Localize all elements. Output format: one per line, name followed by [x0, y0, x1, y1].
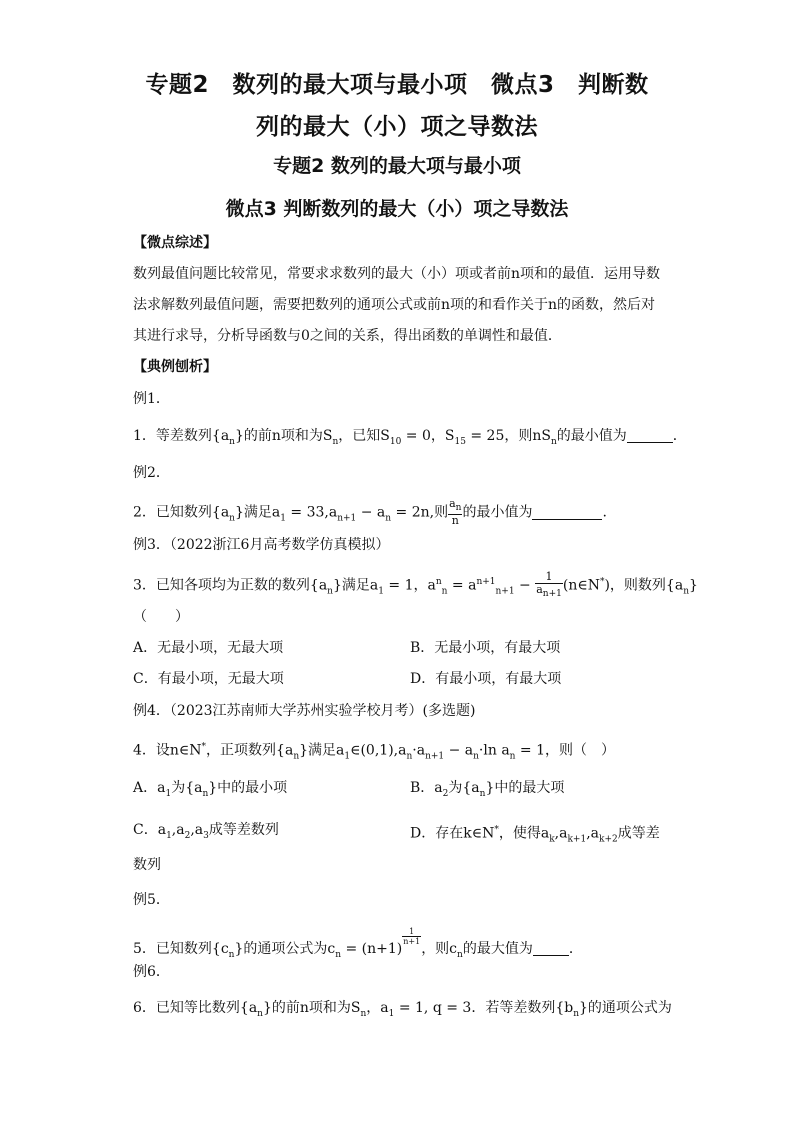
example4-option-d: D．存在k∈N*，使得$a_k,a_{k+1},a_{k+2}$成等差 [410, 825, 660, 845]
example1-label: 例1． [133, 391, 170, 407]
example4-question: 4．设n∈N*，正项数列$\{a_n\}$满足$a_1\in(0,1),a_n\cdot a_{n+1} - a_n\cdot\ln$ $a_n = 1$，则（ ） [133, 742, 616, 762]
example3-question: 3．已知各项均为正数的数列$\{a_n\}$满足$a_1 = 1$，$a^n_n = a^{n+1}_{n+1}$ − $\frac{1}{a_{n+1}}$ (n∈N*)，则数列$\{a_n\}$ [133, 570, 698, 600]
subtitle-topic: 专题2 数列的最大项与最小项 [273, 155, 521, 177]
example3-option-a: A．无最小项，无最大项 [133, 640, 284, 656]
fraction-an-over-n: $\frac{a_n}{n}$ [449, 497, 462, 528]
example4-option-b: B．$a_2$为$\{a_n\}$中的最大项 [410, 780, 565, 799]
example4-option-d-wrap: 数列 [133, 857, 161, 873]
overview-paragraph-line1: 数列最值问题比较常见，常要求求数列的最大（小）项或者前n项和的最值．运用导数 [133, 266, 661, 282]
answer-blank [533, 941, 569, 956]
example3-label: 例3．（2022浙江6月高考数学仿真模拟） [133, 537, 390, 553]
main-title-line2: 列的最大（小）项之导数法 [256, 114, 538, 140]
subtitle-point: 微点3 判断数列的最大（小）项之导数法 [225, 198, 569, 220]
example5-label: 例5． [133, 892, 170, 908]
exponent-fraction: $\frac{1}{n+1}$ [403, 927, 421, 946]
example4-option-c: C．$a_1,a_2,a_3$成等差数列 [133, 822, 279, 841]
answer-blank [532, 505, 602, 520]
example4-label: 例4．（2023江苏南师大学苏州实验学校月考）(多选题) [133, 703, 476, 719]
example3-option-c: C．有最小项，无最大项 [133, 671, 284, 687]
analysis-heading: 【典例刨析】 [133, 359, 217, 375]
example6-question: 6．已知等比数列$\{a_n\}$的前n项和为$S_n$，$a_1 = 1$, q = 3．若等差数列$\{b_n\}$的通项公式为 [133, 1000, 672, 1019]
example3-option-b: B．无最小项，有最大项 [410, 640, 561, 656]
answer-blank [627, 428, 673, 443]
example1-question: 1．等差数列$\{a_n\}$的前n项和为$S_n$，已知$S_{10} = 0$，$S_{15} = 25$，则$nS_n$的最小值为 ． [133, 428, 687, 447]
fraction-1-over-an1: $\frac{1}{a_{n+1}}$ [536, 570, 562, 600]
example6-label: 例6． [133, 964, 170, 980]
example5-question: 5．已知数列$\{c_n\}$的通项公式为$c_n = (n+1)$ $\frac{1}{n+1}$ ，则$c_n$的最大值为 ． [133, 927, 583, 960]
example4-option-a: A．$a_1$为$\{a_n\}$中的最小项 [133, 780, 288, 799]
example2-label: 例2． [133, 465, 170, 481]
example3-answer-paren: （ ） [133, 609, 189, 625]
overview-paragraph-line2: 法求解数列最值问题，需要把数列的通项公式或前n项的和看作关于n的函数，然后对 [133, 297, 656, 313]
overview-heading: 【微点综述】 [133, 235, 217, 251]
overview-paragraph-line3: 其进行求导，分析导函数与0之间的关系，得出函数的单调性和最值． [133, 328, 562, 344]
example2-question: 2．已知数列$\{a_n\}$满足$a_1 = 33,a_{n+1} - a_n = 2n$,则 $\frac{a_n}{n}$ 的最小值为 . [133, 497, 607, 528]
main-title-line1: 专题2 数列的最大项与最小项 微点3 判断数 [145, 72, 649, 98]
example3-option-d: D．有最小项，有最大项 [410, 671, 562, 687]
